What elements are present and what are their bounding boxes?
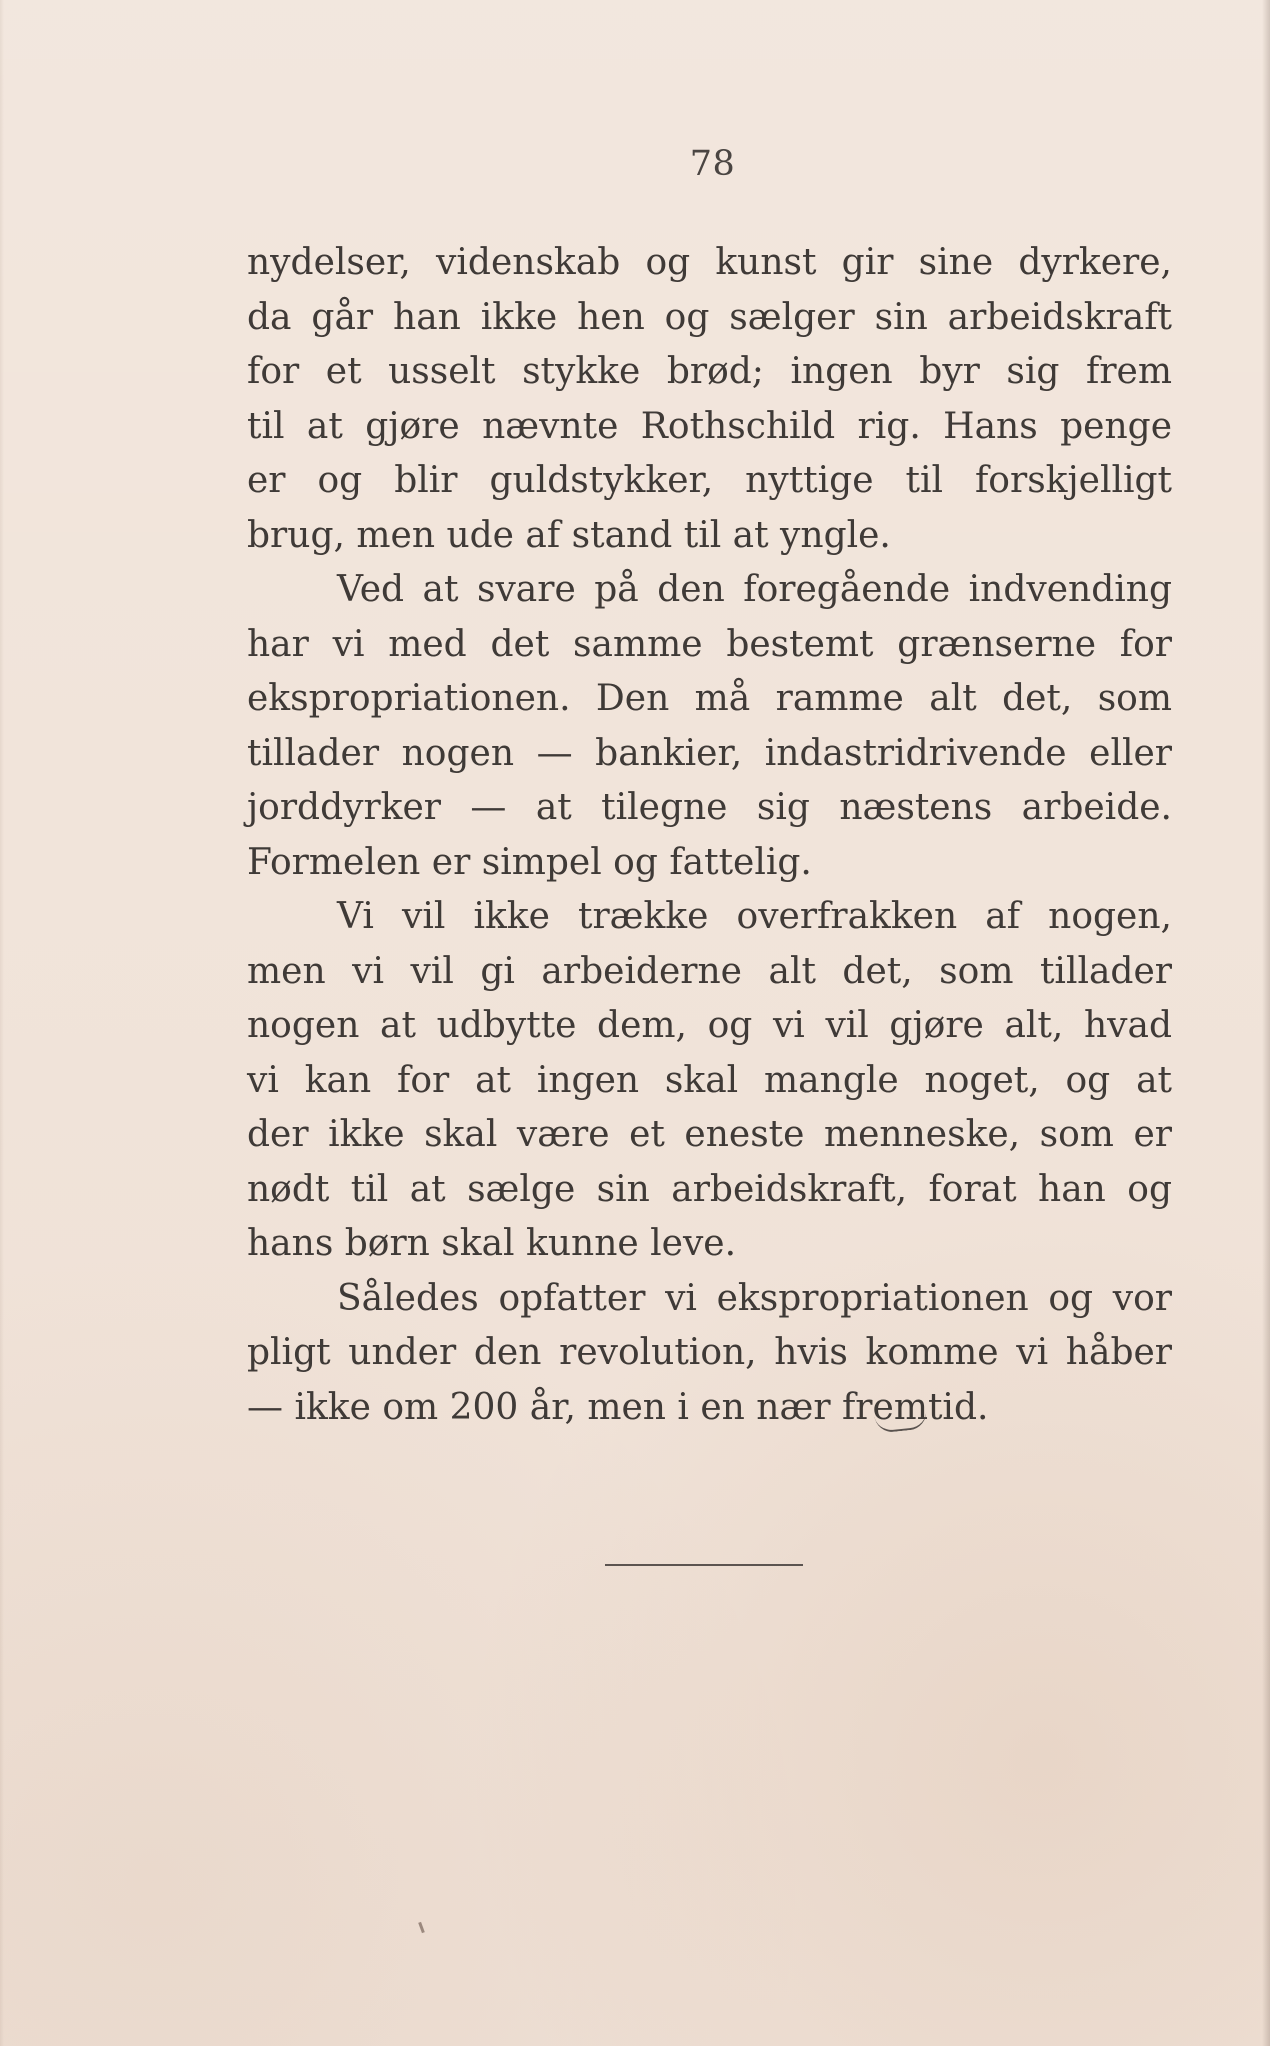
body-text [247, 236, 1172, 1435]
text-line: hans børn skal kunne leve. [247, 1223, 737, 1264]
text-line: men vi vil gi arbeiderne alt det, som tillader [247, 950, 1172, 992]
text-line: for et usselt stykke brød; ingen byr sig frem [247, 351, 1172, 392]
text-line: ekspropriationen. Den må ramme alt det, som [247, 678, 1172, 719]
text-line: pligt under den revolution, hvis komme vi håber [247, 1332, 1172, 1373]
text-line: er og blir guldstykker, nyttige til forskjelligt [247, 460, 1172, 501]
text-line: — ikke om 200 år, men i en nær fremtid. [247, 1386, 989, 1428]
page-left-edge [0, 0, 4, 2046]
text-line: vi kan for at ingen skal mangle noget, og at [247, 1059, 1172, 1101]
page-speck [418, 1922, 425, 1933]
text-line: Ved at svare på den foregående indvending [337, 569, 1172, 610]
text-line: tillader nogen — bankier, indastridrivende eller [247, 732, 1172, 774]
page-number: 78 [689, 144, 736, 184]
text-line: der ikke skal være et eneste menneske, som er [247, 1114, 1172, 1155]
text-line: nydelser, videnskab og kunst gir sine dyrkere, [247, 242, 1172, 283]
text-line: Formelen er simpel og fattelig. [247, 841, 812, 883]
page-right-edge [1262, 0, 1270, 2046]
text-line: nogen at udbytte dem, og vi vil gjøre alt, hvad [247, 1005, 1172, 1046]
section-rule [605, 1564, 803, 1566]
text-line: til at gjøre nævnte Rothschild rig. Hans penge [247, 405, 1172, 447]
text-line: har vi med det samme bestemt grænserne for [247, 623, 1172, 665]
text-line: Således opfatter vi ekspropriationen og vor [337, 1277, 1172, 1319]
text-line: brug, men ude af stand til at yngle. [247, 514, 891, 556]
text-line: nødt til at sælge sin arbeidskraft, forat han og [247, 1168, 1172, 1210]
text-line: Vi vil ikke trække overfrakken af nogen, [337, 896, 1172, 937]
text-line: da går han ikke hen og sælger sin arbeidskraft [247, 296, 1172, 338]
text-line: jorddyrker — at tilegne sig næstens arbeide. [247, 787, 1172, 828]
